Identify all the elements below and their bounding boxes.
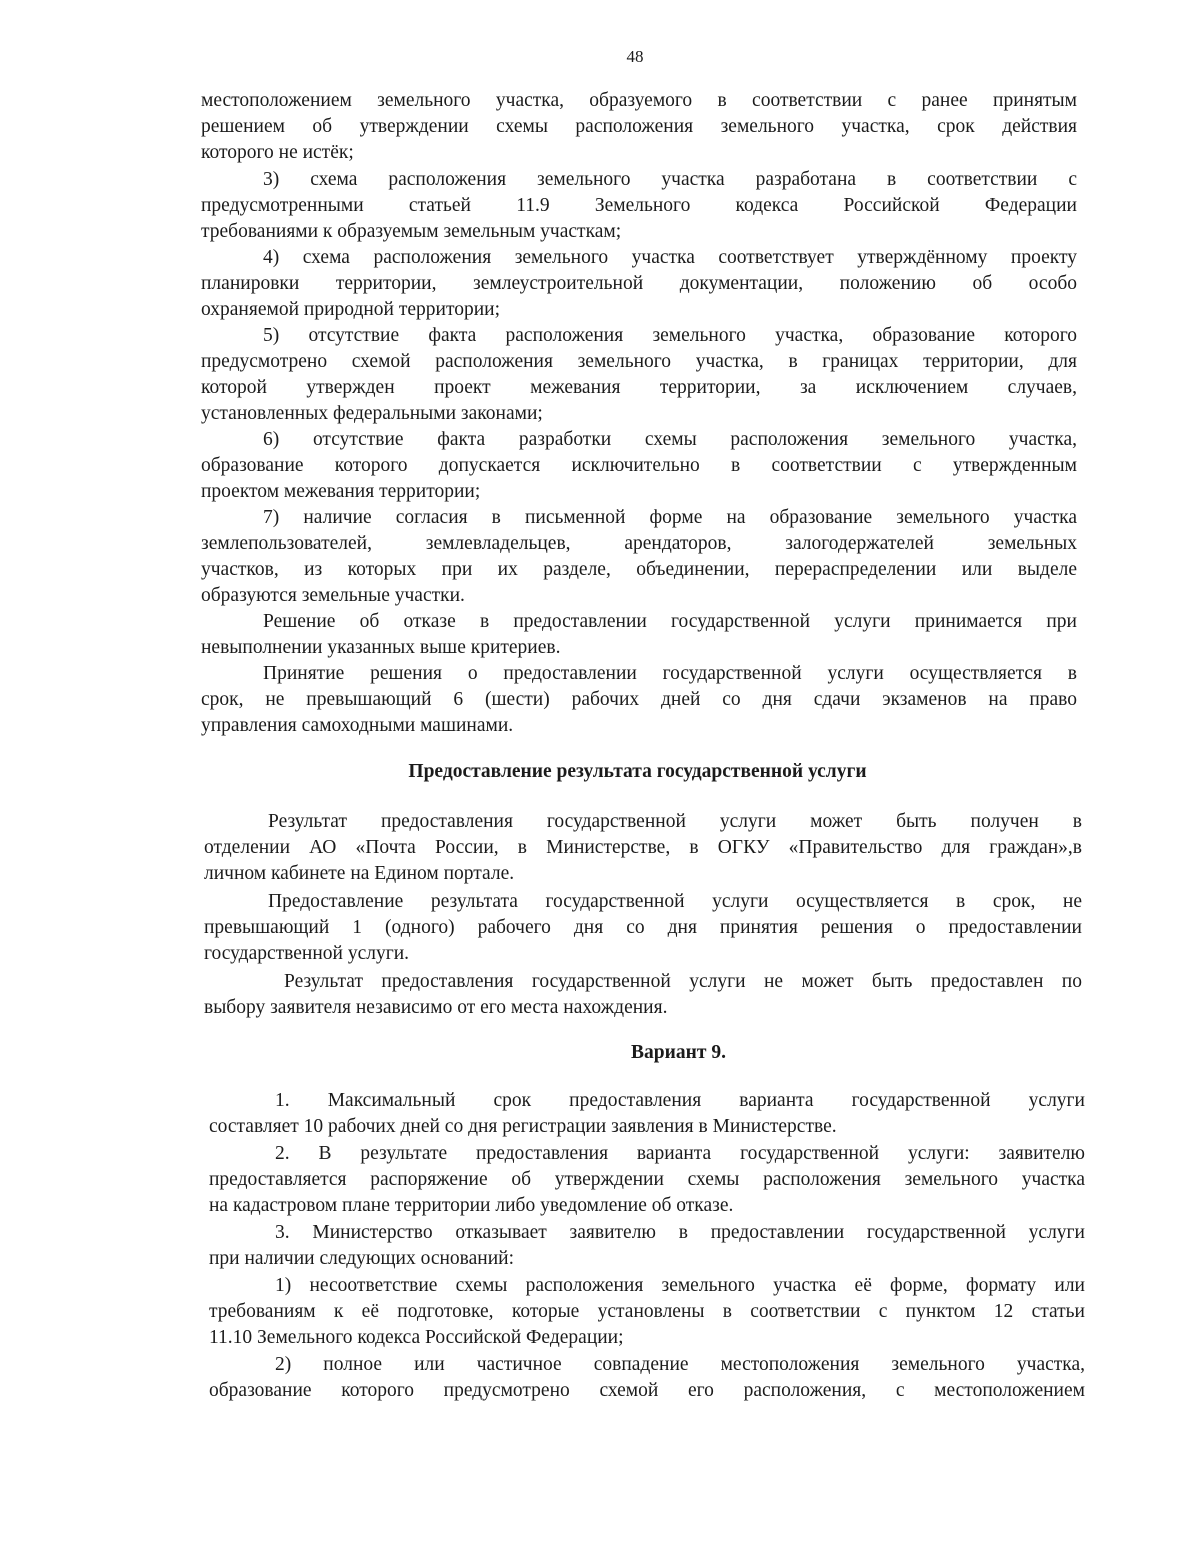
text-line: личном кабинете на Едином портале. [204,863,515,884]
text-line: планировки территории, землеустроительной документации, положению об особо [201,273,1077,294]
text-line: составляет 10 рабочих дней со дня регистрации заявления в Министерстве. [209,1116,837,1137]
text-line: 11.10 Земельного кодекса Российской Федерации; [209,1327,624,1348]
text-line: образуются земельные участки. [201,585,465,606]
text-line: Результат предоставления государственной услуги не может быть предоставлен по [284,971,1082,992]
text-line: управления самоходными машинами. [201,715,514,736]
section-heading-result: Предоставление результата государственной услуги [408,761,867,782]
text-line: на кадастровом плане территории либо уведомление об отказе. [209,1195,734,1216]
text-line: 2) полное или частичное совпадение местоположения земельного участка, [275,1354,1085,1375]
text-line: которого не истёк; [201,142,354,163]
text-line: предусмотренными статьей 11.9 Земельного кодекса Российской Федерации [201,195,1077,216]
text-line: землепользователей, землевладельцев, арендаторов, залогодержателей земельных [201,533,1077,554]
text-line: 6) отсутствие факта разработки схемы расположения земельного участка, [263,429,1077,450]
text-line: отделении АО «Почта России, в Министерстве, в ОГКУ «Правительство для граждан»,в [204,837,1082,858]
text-line: Принятие решения о предоставлении государственной услуги осуществляется в [263,663,1077,684]
text-line: 1) несоответствие схемы расположения земельного участка её форме, формату или [275,1275,1085,1296]
text-line: срок, не превышающий 6 (шести) рабочих дней со дня сдачи экзаменов на право [201,689,1077,710]
text-line: 1. Максимальный срок предоставления варианта государственной услуги [275,1090,1085,1111]
text-line: Предоставление результата государственной услуги осуществляется в срок, не [268,891,1082,912]
text-line: предусмотрено схемой расположения земельного участка, в границах территории, для [201,351,1077,372]
text-line: образование которого предусмотрено схемой его расположения, с местоположением [209,1380,1085,1401]
text-line: Решение об отказе в предоставлении государственной услуги принимается при [263,611,1077,632]
text-line: 7) наличие согласия в письменной форме на образование земельного участка [263,507,1077,528]
text-line: государственной услуги. [204,943,410,964]
text-line: образование которого допускается исключительно в соответствии с утвержденным [201,455,1077,476]
section-heading-variant: Вариант 9. [631,1042,726,1063]
text-line: 3. Министерство отказывает заявителю в предоставлении государственной услуги [275,1222,1085,1243]
text-line: при наличии следующих оснований: [209,1248,514,1269]
text-line: требованиями к образуемым земельным участкам; [201,221,622,242]
text-line: выбору заявителя независимо от его места нахождения. [204,997,668,1018]
text-line: Результат предоставления государственной услуги может быть получен в [268,811,1082,832]
text-line: предоставляется распоряжение об утверждении схемы расположения земельного участка [209,1169,1085,1190]
text-line: 4) схема расположения земельного участка соответствует утверждённому проекту [263,247,1077,268]
text-line: охраняемой природной территории; [201,299,501,320]
section-result [204,809,1082,1021]
text-line: которой утвержден проект межевания территории, за исключением случаев, [201,377,1077,398]
section-criteria [201,88,1077,739]
text-line: решением об утверждении схемы расположения земельного участка, срок действия [201,116,1077,137]
text-line: превышающий 1 (одного) рабочего дня со дня принятия решения о предоставлении [204,917,1082,938]
text-line: установленных федеральными законами; [201,403,543,424]
text-line: 3) схема расположения земельного участка разработана в соответствии с [263,169,1077,190]
page-number: 48 [626,47,644,66]
text-line: 5) отсутствие факта расположения земельного участка, образование которого [263,325,1077,346]
text-line: участков, из которых при их разделе, объединении, перераспределении или выделе [201,559,1077,580]
section-variant-9 [209,1088,1085,1404]
text-line: требованиям к её подготовке, которые установлены в соответствии с пунктом 12 статьи [209,1301,1085,1322]
text-line: проектом межевания территории; [201,481,481,502]
text-line: невыполнении указанных выше критериев. [201,637,561,658]
text-line: 2. В результате предоставления варианта государственной услуги: заявителю [275,1143,1085,1164]
text-line: местоположением земельного участка, образуемого в соответствии с ранее принятым [201,90,1077,111]
